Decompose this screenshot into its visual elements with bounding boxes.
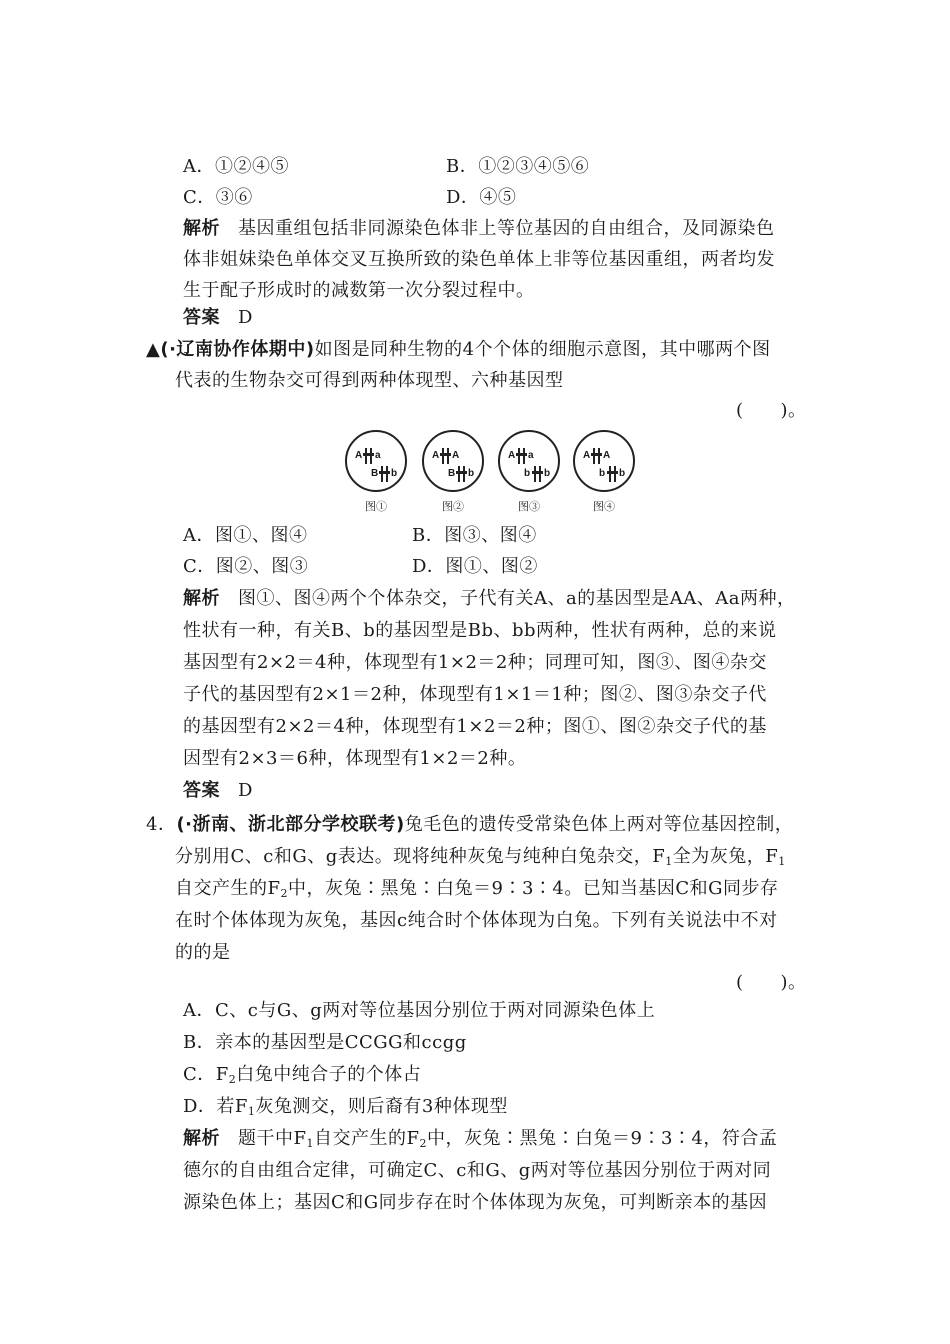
- cell-figure-4: A A b b 图④: [573, 430, 635, 514]
- option-d: D．④⑤: [446, 187, 517, 208]
- analysis-line: 解析 题干中$F_1$自交产生的$F_2$中，灰兔∶黑兔∶白兔＝9∶3∶4，符合孟: [183, 1128, 778, 1150]
- analysis-label: 解析: [183, 588, 220, 609]
- option-b: B．①②③④⑤⑥: [446, 156, 590, 177]
- option-b: B．亲本的基因型是CCGG和ccgg: [183, 1032, 467, 1053]
- question-stem: 如图是同种生物的4个个体的细胞示意图，其中哪两个图: [314, 339, 771, 360]
- question-stem: 兔毛色的遗传受常染色体上两对等位基因控制，: [404, 814, 794, 835]
- analysis-line: 德尔的自由组合定律，可确定C、c和G、g两对等位基因分别位于两对同: [183, 1160, 772, 1181]
- figure-caption: 图①: [365, 501, 387, 513]
- figure-caption: 图②: [442, 501, 464, 513]
- option-c: C．$F_2$白兔中纯合子的个体占: [183, 1064, 422, 1086]
- option-c: C．③⑥: [183, 187, 253, 208]
- analysis-line: 源染色体上；基因C和G同步存在时个体体现为灰兔，可判断亲本的基因: [183, 1192, 768, 1213]
- cell-diagrams: [345, 430, 635, 520]
- option-a: A．①②④⑤: [183, 156, 289, 177]
- question-stem: 代表的生物杂交可得到两种体现型、六种基因型: [175, 370, 564, 391]
- question-stem: 的的是: [175, 942, 231, 963]
- option-d: D．图①、图②: [412, 556, 538, 577]
- analysis-label: 解析: [183, 1128, 220, 1149]
- answer-blank: ( )。: [736, 400, 807, 421]
- answer-label: 答案: [183, 307, 220, 328]
- question-stem: 分别用C、c和G、g表达。现将纯种灰兔与纯种白兔杂交，$F_1$全为灰兔，$F_1$: [175, 846, 786, 868]
- answer-line: 答案 D: [183, 780, 253, 801]
- analysis-line: 生于配子形成时的减数第一次分裂过程中。: [183, 280, 535, 301]
- question-source: (·辽南协作体期中): [160, 339, 315, 360]
- analysis-line: 解析 基因重组包括非同源染色体非上等位基因的自由组合，及同源染色: [183, 218, 775, 239]
- option-a: A．C、c与G、g两对等位基因分别位于两对同源染色体上: [183, 1000, 656, 1021]
- cell-figure-1: A a B b 图①: [345, 430, 407, 514]
- option-c: C．图②、图③: [183, 556, 309, 577]
- triangle-icon: ▲: [146, 339, 161, 360]
- question-header: [146, 337, 771, 363]
- analysis-line: 因型有2×3＝6种，体现型有1×2＝2种。: [183, 748, 527, 769]
- answer-label: 答案: [183, 780, 220, 801]
- analysis-line: 的基因型有2×2＝4种，体现型有1×2＝2种；图①、图②杂交子代的基: [183, 716, 767, 737]
- analysis-label: 解析: [183, 218, 220, 239]
- analysis-line: 子代的基因型有2×1＝2种，体现型有1×1＝1种；图②、图③杂交子代: [183, 684, 767, 705]
- figure-caption: 图③: [518, 501, 540, 513]
- figure-caption: 图④: [593, 501, 615, 513]
- question-source: (·浙南、浙北部分学校联考): [176, 814, 405, 835]
- analysis-line: 解析 图①、图④两个个体杂交，子代有关A、a的基因型是AA、Aa两种，: [183, 588, 796, 609]
- option-d: D．若$F_1$灰兔测交，则后裔有3种体现型: [183, 1096, 508, 1118]
- answer-line: 答案 D: [183, 307, 253, 328]
- answer-blank: ( )。: [736, 972, 807, 993]
- question-header: [146, 812, 793, 838]
- analysis-line: 性状有一种，有关B、b的基因型是Bb、bb两种，性状有两种，总的来说: [183, 620, 777, 641]
- question-stem: 在时个体体现为灰兔，基因c纯合时个体体现为白兔。下列有关说法中不对: [175, 910, 778, 931]
- question-stem: 自交产生的$F_2$中，灰兔∶黑兔∶白兔＝9∶3∶4。已知当基因C和G同步存: [175, 878, 779, 900]
- option-b: B．图③、图④: [412, 525, 537, 546]
- cell-figure-2: A A B b 图②: [422, 430, 484, 514]
- analysis-line: 体非姐妹染色单体交叉互换所致的染色单体上非等位基因重组，两者均发: [183, 249, 775, 270]
- question-number: 4．: [146, 814, 177, 835]
- option-a: A．图①、图④: [183, 525, 308, 546]
- cell-figure-3: A a b b 图③: [498, 430, 560, 514]
- analysis-line: 基因型有2×2＝4种，体现型有1×2＝2种；同理可知，图③、图④杂交: [183, 652, 767, 673]
